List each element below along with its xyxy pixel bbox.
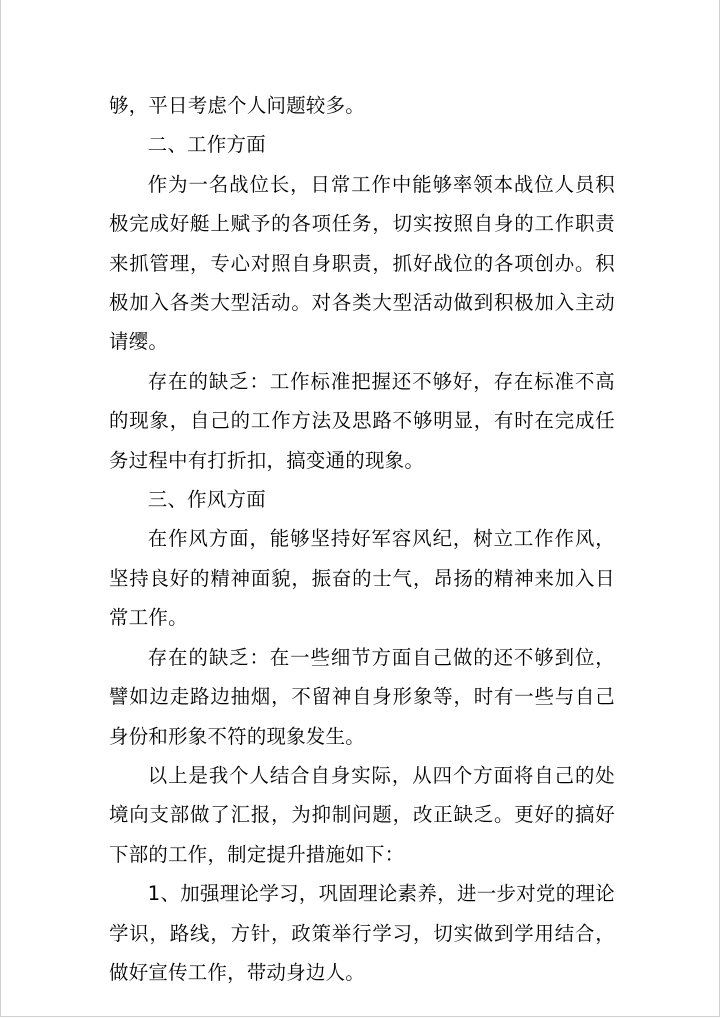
paragraph-style-performance: 在作风方面，能够坚持好军容风纪，树立工作作风，坚持良好的精神面貌，振奋的士气，昂扬的精神来加入日常工作。 xyxy=(109,527,615,630)
section-heading-style: 三、作风方面 xyxy=(147,488,266,512)
document-body xyxy=(109,86,615,992)
paragraph-measure-1: 1、加强理论学习，巩固理论素养，进一步对党的理论学识，路线，方针，政策举行学习，切实做到学用结合，做好宣传工作，带动身边人。 xyxy=(109,882,615,984)
paragraph-summary: 以上是我个人结合自身实际，从四个方面将自己的处境向支部做了汇报，为抑制问题，改正缺乏。更好的搞好下部的工作，制定提升措施如下： xyxy=(109,763,615,866)
paragraph-style-shortcomings: 存在的缺乏：在一些细节方面自己做的还不够到位，譬如边走路边抽烟，不留神自身形象等，时有一些与自己身份和形象不符的现象发生。 xyxy=(109,645,615,748)
paragraph-work-performance: 作为一名战位长，日常工作中能够率领本战位人员积极完成好艇上赋予的各项任务，切实按照自身的工作职责来抓管理，专心对照自身职责，抓好战位的各项创办。积极加入各类大型活动。对各类大型活动做到积极加入主动请缨。 xyxy=(109,172,615,354)
paragraph-work-shortcomings: 存在的缺乏：工作标准把握还不够好，存在标准不高的现象，自己的工作方法及思路不够明显，有时在完成任务过程中有打折扣，搞变通的现象。 xyxy=(109,369,615,472)
paragraph-continuation: 够，平日考虑个人问题较多。 xyxy=(109,94,365,117)
section-heading-work: 二、工作方面 xyxy=(147,133,266,157)
